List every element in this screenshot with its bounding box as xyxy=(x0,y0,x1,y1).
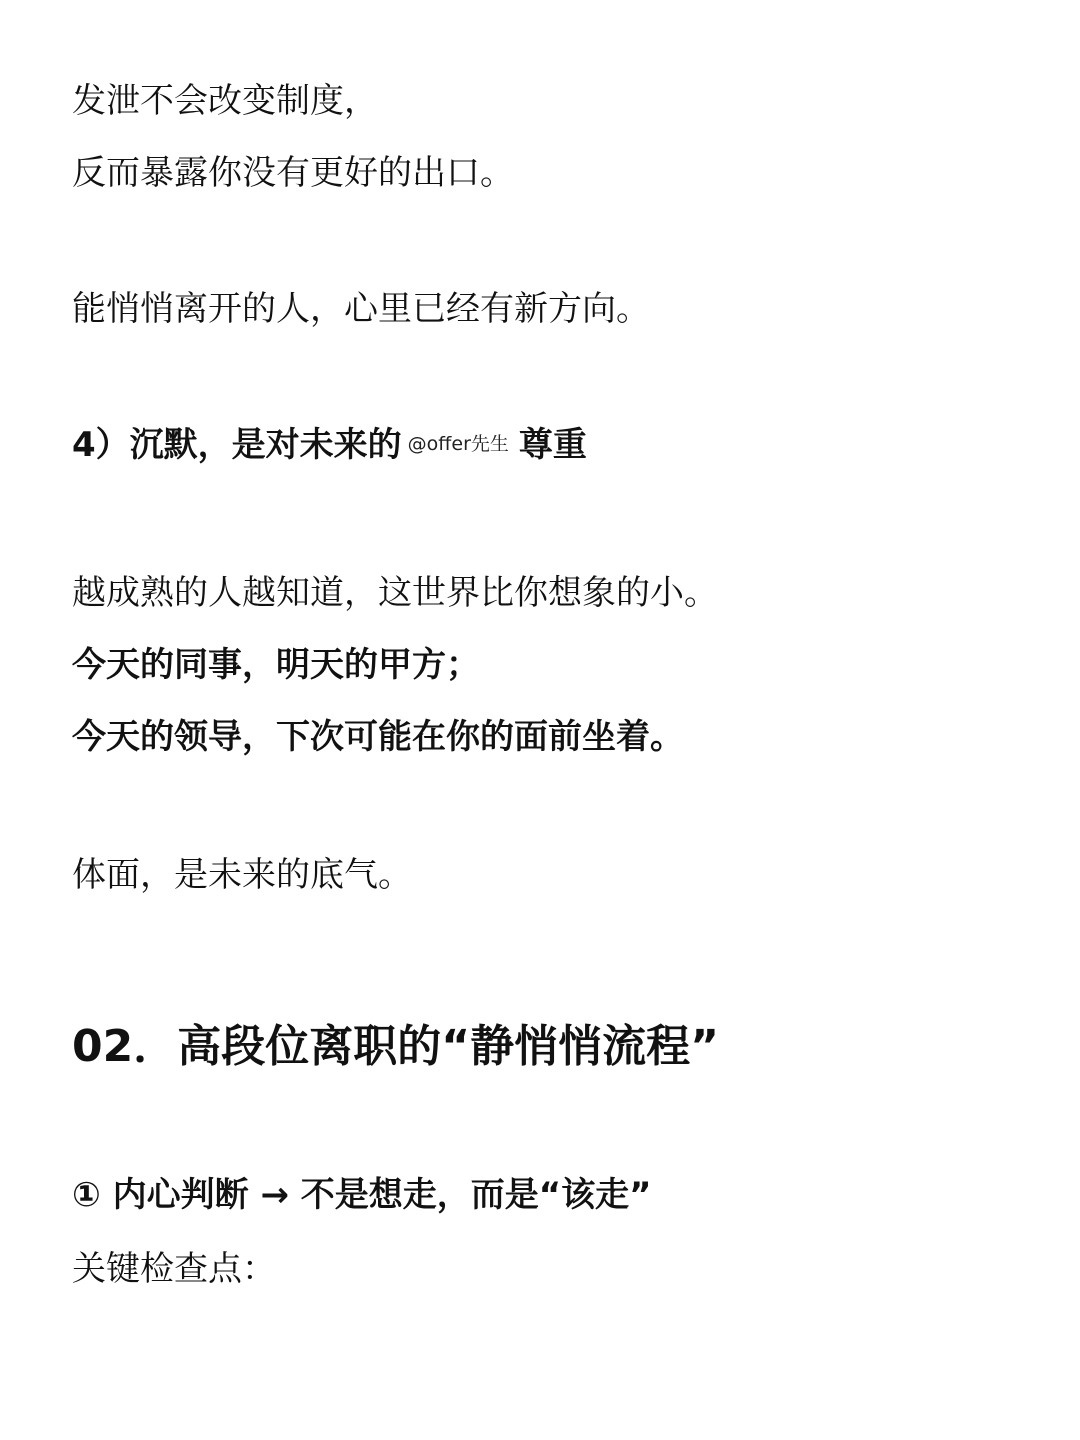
paragraph-line-3: 能悄悄离开的人，心里已经有新方向。 xyxy=(72,289,650,329)
watermark-text: @offer先生 xyxy=(407,433,509,455)
paragraph-line-1: 发泄不会改变制度， xyxy=(72,81,378,121)
bold-line-6: 今天的同事，明天的甲方； xyxy=(72,645,480,685)
step-heading-1: ① 内心判断 → 不是想走，而是“该走” xyxy=(72,1175,652,1215)
section-heading-02: 02．高段位离职的“静悄悄流程” xyxy=(72,1021,720,1072)
subheading-4 xyxy=(72,425,587,465)
subheading-4-text-end: 尊重 xyxy=(518,425,587,465)
paragraph-line-5: 越成熟的人越知道，这世界比你想象的小。 xyxy=(72,573,718,613)
subheading-4-text-start: 4）沉默，是对未来的 xyxy=(72,425,402,465)
paragraph-line-2: 反而暴露你没有更好的出口。 xyxy=(72,153,514,193)
paragraph-line-8: 体面，是未来的底气。 xyxy=(72,855,412,895)
paragraph-line-9: 关键检查点： xyxy=(72,1249,276,1289)
bold-line-7: 今天的领导，下次可能在你的面前坐着。 xyxy=(72,717,684,757)
